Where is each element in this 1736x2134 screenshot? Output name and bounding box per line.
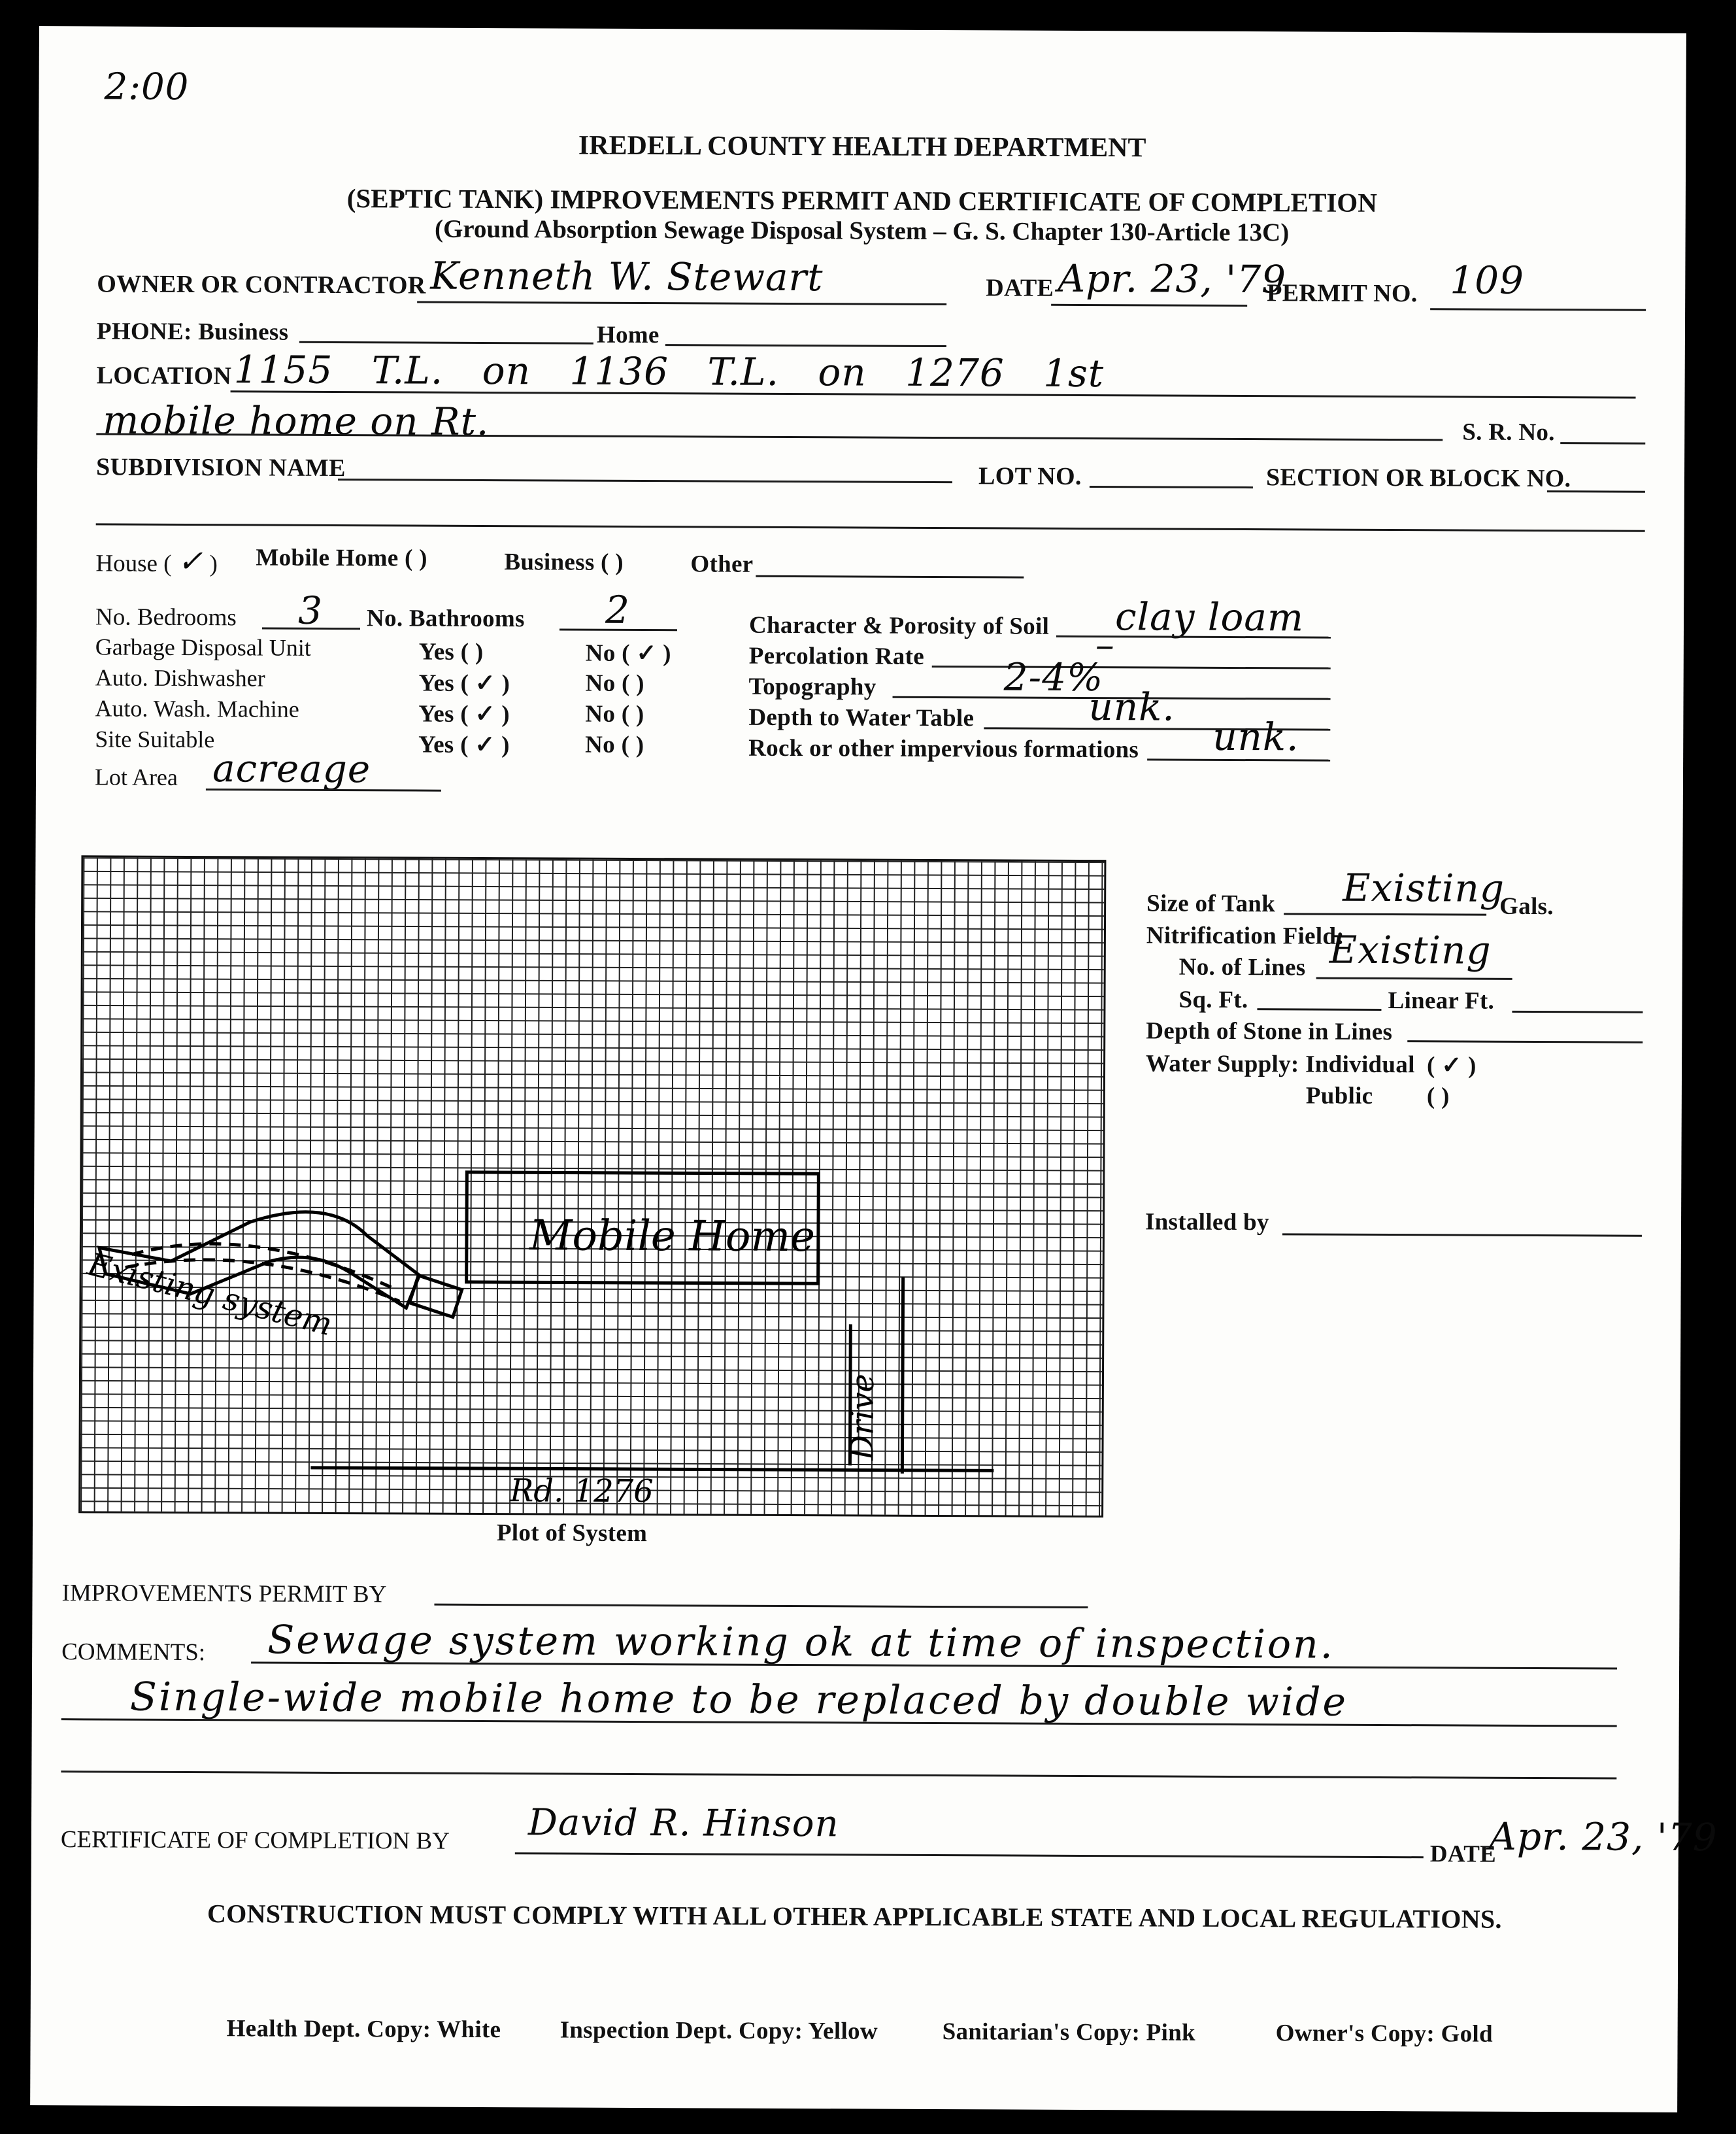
bedrooms-label: No. Bedrooms bbox=[95, 603, 237, 632]
comments-label: COMMENTS: bbox=[61, 1638, 206, 1667]
comments-line1: Sewage system working ok at time of inspection. bbox=[267, 1617, 1335, 1668]
linear-ft-underline bbox=[1512, 1011, 1643, 1013]
linear-ft-label: Linear Ft. bbox=[1388, 987, 1495, 1015]
gals-label: Gals. bbox=[1499, 892, 1554, 921]
section-label: SECTION OR BLOCK NO. bbox=[1265, 464, 1571, 493]
plot-sketch bbox=[78, 855, 1102, 1514]
separator-line bbox=[96, 523, 1645, 532]
dishwasher-label: Auto. Dishwasher bbox=[95, 664, 265, 692]
location-line2: mobile home on Rt. bbox=[103, 398, 490, 445]
copy-inspection-dept: Inspection Dept. Copy: Yellow bbox=[559, 2016, 878, 2045]
topography-label: Topography bbox=[748, 673, 876, 701]
water-public-check: ( ) bbox=[1426, 1083, 1450, 1110]
sq-ft-underline bbox=[1257, 1008, 1381, 1011]
tank-size-underline bbox=[1284, 913, 1486, 915]
rock-label: Rock or other impervious formations bbox=[748, 734, 1139, 764]
house-option: House ( ✓ ) bbox=[95, 543, 218, 579]
form-subtitle: (Ground Absorption Sewage Disposal System – G. S. Chapter 130-Article 13C) bbox=[434, 214, 1290, 247]
other-underline bbox=[756, 575, 1024, 579]
permit-value: 109 bbox=[1450, 258, 1525, 303]
bathrooms-underline bbox=[559, 628, 677, 631]
date-label: DATE bbox=[986, 274, 1054, 302]
percolation-value: – bbox=[1095, 622, 1116, 668]
drive-right-edge bbox=[902, 1278, 903, 1474]
permit-underline bbox=[1430, 308, 1646, 311]
stone-depth-underline bbox=[1407, 1040, 1643, 1043]
certificate-signature: David R. Hinson bbox=[527, 1801, 839, 1846]
existing-system-label: Existing system bbox=[84, 1245, 336, 1344]
phone-home-underline bbox=[665, 344, 946, 347]
other-label: Other bbox=[690, 550, 754, 578]
comments-line2: Single-wide mobile home to be replaced by double wide bbox=[129, 1674, 1348, 1725]
site-no: No ( ) bbox=[585, 731, 644, 759]
lot-area-value: acreage bbox=[212, 746, 371, 792]
form-title: (SEPTIC TANK) IMPROVEMENTS PERMIT AND CERTIFICATE OF COMPLETION bbox=[346, 183, 1377, 218]
copy-owner: Owner's Copy: Gold bbox=[1275, 2020, 1493, 2048]
certificate-underline bbox=[515, 1852, 1424, 1858]
tank-box bbox=[409, 1276, 461, 1317]
rock-underline bbox=[1147, 758, 1330, 761]
permit-by-underline bbox=[434, 1604, 1088, 1608]
dishwasher-yes: Yes ( ✓ ) bbox=[418, 669, 510, 698]
nitrification-label: Nitrification Field: bbox=[1146, 922, 1345, 950]
soil-character-label: Character & Porosity of Soil bbox=[748, 611, 1050, 640]
date-underline bbox=[1051, 304, 1247, 307]
dishwasher-no: No ( ) bbox=[585, 669, 644, 698]
road-label: Rd. 1276 bbox=[510, 1472, 654, 1510]
permit-by-label: IMPROVEMENTS PERMIT BY bbox=[61, 1580, 387, 1608]
comments-underline-3 bbox=[61, 1770, 1616, 1779]
public-label: Public bbox=[1305, 1082, 1373, 1109]
location-label: LOCATION bbox=[96, 362, 232, 390]
location-line1: 1155 T.L. on 1136 T.L. on 1276 1st bbox=[233, 347, 1105, 396]
water-table-value: unk. bbox=[1088, 685, 1175, 730]
water-individual-check: ( ✓ ) bbox=[1426, 1052, 1477, 1079]
installed-by-underline bbox=[1282, 1233, 1642, 1236]
lot-no-underline bbox=[1090, 486, 1253, 488]
regulation-notice: CONSTRUCTION MUST COMPLY WITH ALL OTHER APPLICABLE STATE AND LOCAL REGULATIONS. bbox=[207, 1899, 1502, 1934]
bedrooms-value: 3 bbox=[297, 588, 324, 633]
permit-form bbox=[30, 26, 1718, 2112]
soil-character-value: clay loam bbox=[1114, 594, 1305, 640]
mobile-home-option: Mobile Home ( ) bbox=[256, 544, 427, 572]
phone-business-underline bbox=[299, 341, 593, 345]
bathrooms-label: No. Bathrooms bbox=[366, 605, 525, 633]
sr-no-underline bbox=[1560, 442, 1645, 445]
bedrooms-underline bbox=[262, 627, 360, 630]
owner-label: OWNER OR CONTRACTOR bbox=[97, 270, 426, 299]
sr-no-label: S. R. No. bbox=[1462, 418, 1555, 447]
drive-label: Drive bbox=[844, 1374, 882, 1461]
stone-depth-label: Depth of Stone in Lines bbox=[1146, 1017, 1393, 1046]
house-check-mark: ✓ bbox=[177, 543, 204, 579]
bathrooms-value: 2 bbox=[605, 587, 631, 632]
phone-business-label: PHONE: Business bbox=[96, 318, 289, 346]
garbage-yes: Yes ( ) bbox=[418, 638, 484, 666]
no-of-lines-underline bbox=[1316, 977, 1512, 980]
site-yes: Yes ( ✓ ) bbox=[418, 731, 510, 759]
garbage-no: No ( ✓ ) bbox=[585, 639, 671, 668]
copy-health-dept: Health Dept. Copy: White bbox=[226, 2015, 501, 2044]
washing-machine-label: Auto. Wash. Machine bbox=[95, 695, 299, 722]
lot-area-label: Lot Area bbox=[94, 764, 178, 790]
date-value: Apr. 23, '79 bbox=[1058, 256, 1287, 302]
percolation-label: Percolation Rate bbox=[748, 642, 925, 670]
department-title: IREDELL COUNTY HEALTH DEPARTMENT bbox=[578, 130, 1146, 163]
owner-value: Kenneth W. Stewart bbox=[430, 253, 824, 300]
no-of-lines-value: Existing bbox=[1329, 927, 1492, 973]
tank-size-label: Size of Tank bbox=[1146, 890, 1276, 918]
permit-label: PERMIT NO. bbox=[1267, 279, 1418, 308]
site-suitable-label: Site Suitable bbox=[95, 726, 215, 753]
rock-value: unk. bbox=[1212, 714, 1299, 760]
corner-note: 2:00 bbox=[104, 65, 190, 109]
certificate-label: CERTIFICATE OF COMPLETION BY bbox=[60, 1826, 450, 1855]
copy-sanitarian: Sanitarian's Copy: Pink bbox=[942, 2018, 1195, 2046]
section-underline bbox=[1547, 490, 1645, 493]
washer-no: No ( ) bbox=[585, 700, 644, 728]
topography-value: 2-4% bbox=[1003, 654, 1104, 700]
sq-ft-label: Sq. Ft. bbox=[1178, 986, 1248, 1014]
mobile-home-label: Mobile Home bbox=[529, 1211, 816, 1262]
installed-by-label: Installed by bbox=[1144, 1208, 1269, 1236]
percolation-underline bbox=[932, 666, 1331, 669]
lot-area-underline bbox=[206, 788, 441, 792]
water-table-label: Depth to Water Table bbox=[748, 703, 975, 732]
subdivision-label: SUBDIVISION NAME bbox=[95, 453, 346, 483]
subdivision-underline bbox=[338, 479, 952, 483]
tank-size-value: Existing bbox=[1343, 865, 1505, 911]
garbage-disposal-label: Garbage Disposal Unit bbox=[95, 634, 311, 661]
phone-home-label: Home bbox=[596, 321, 659, 349]
certificate-date-value: Apr. 23, '79 bbox=[1488, 1814, 1718, 1860]
no-of-lines-label: No. of Lines bbox=[1178, 953, 1306, 981]
road-line bbox=[310, 1468, 993, 1471]
washer-yes: Yes ( ✓ ) bbox=[418, 700, 510, 728]
owner-underline bbox=[417, 301, 946, 306]
certificate-date-label: DATE bbox=[1429, 1840, 1497, 1868]
plot-caption: Plot of System bbox=[496, 1519, 648, 1548]
lot-no-label: LOT NO. bbox=[978, 462, 1082, 490]
water-supply-label: Water Supply: Individual bbox=[1146, 1050, 1415, 1079]
business-option: Business ( ) bbox=[504, 549, 624, 576]
